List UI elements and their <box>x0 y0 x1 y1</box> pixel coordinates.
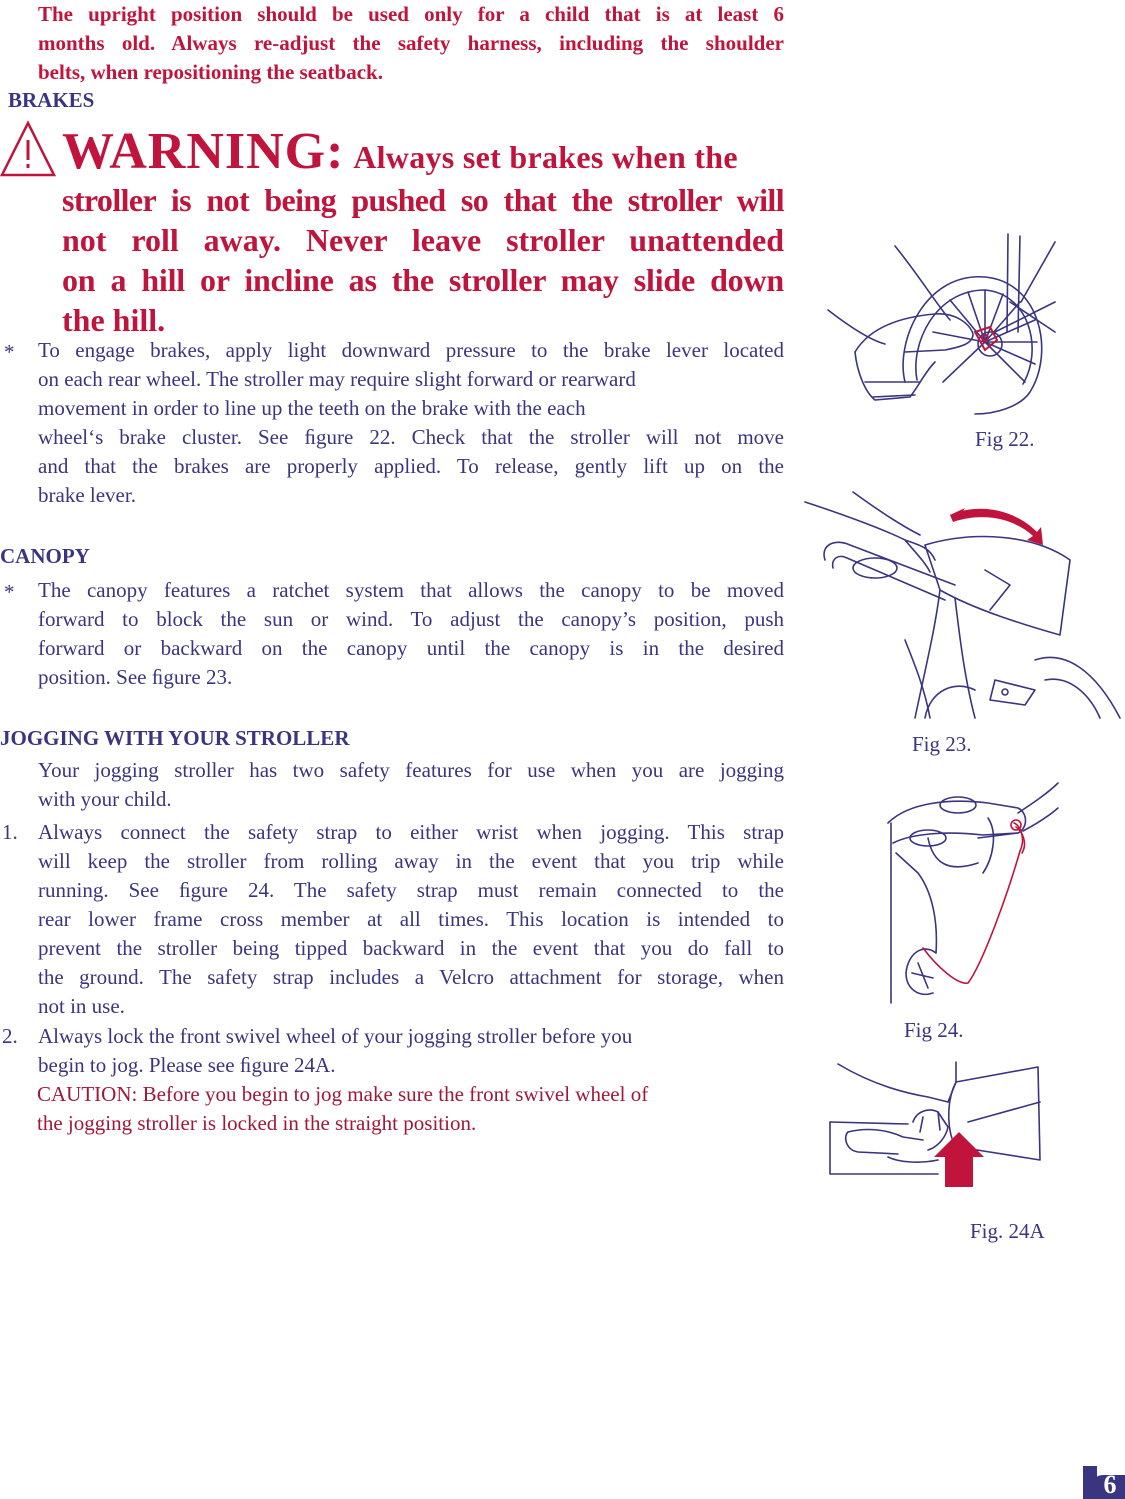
text-line: prevent the stroller being tipped backward in the event that you do fall to <box>38 936 784 960</box>
warning-word: WARNING: <box>62 123 345 180</box>
brakes-bullet: * <box>4 340 15 364</box>
text-line: position. See ﬁgure 23. <box>38 665 233 689</box>
text-line: not in use. <box>38 994 125 1018</box>
warning-text: on a hill or incline as the stroller may slide down <box>62 262 784 298</box>
brakes-text <box>38 336 784 510</box>
text-line: CAUTION: Before you begin to jog make sure the front swivel wheel of <box>37 1082 649 1106</box>
canopy-text <box>38 576 784 692</box>
text-line: will keep the stroller from rolling away in the event that you trip while <box>38 849 784 873</box>
text-line: the ground. The safety strap includes a Velcro attachment for storage, when <box>38 965 784 989</box>
warning-text: the hill. <box>62 302 166 338</box>
canopy-heading: CANOPY <box>0 544 90 568</box>
item2-number: 2. <box>2 1024 18 1048</box>
figure-22-illustration <box>825 232 1055 417</box>
text-line: begin to jog. Please see ﬁgure 24A. <box>38 1053 336 1077</box>
fig-23-caption: Fig 23. <box>912 732 972 756</box>
text-line: Always connect the safety strap to either wrist when jogging. This strap <box>38 820 784 844</box>
text-line: running. See ﬁgure 24. The safety strap must remain connected to the <box>38 878 784 902</box>
warning-text: Always set brakes when the <box>353 139 738 175</box>
warning-text: stroller is not being pushed so that the stroller will <box>62 182 784 218</box>
text-line: Your jogging stroller has two safety features for use when you are jogging <box>38 758 784 782</box>
figure-24a-illustration <box>828 1062 1048 1212</box>
page-number-badge <box>1083 1466 1125 1499</box>
text-line: The canopy features a ratchet system that allows the canopy to be moved <box>38 578 784 602</box>
text-line: movement in order to line up the teeth on the brake with the each <box>38 396 586 420</box>
figure-23-illustration <box>805 490 1120 718</box>
canopy-bullet: * <box>4 580 15 604</box>
brakes-warning <box>62 123 784 340</box>
brakes-heading: BRAKES <box>8 88 95 112</box>
item2-text <box>38 1022 784 1080</box>
item1-text <box>38 818 784 1021</box>
text-line: wheel‘s brake cluster. See ﬁgure 22. Check that the stroller will not move <box>38 425 784 449</box>
text-line: and that the brakes are properly applied. To release, gently lift up on the <box>38 454 784 478</box>
text-line: the jogging stroller is locked in the straight position. <box>37 1111 477 1135</box>
fig-24-caption: Fig 24. <box>904 1018 964 1042</box>
text-line: with your child. <box>38 787 172 811</box>
text-line: forward to block the sun or wind. To adjust the canopy’s position, push <box>38 607 784 631</box>
warning-first-line <box>62 123 784 180</box>
jogging-heading: JOGGING WITH YOUR STROLLER <box>0 726 350 750</box>
text-line: rear lower frame cross member at all times. This location is intended to <box>38 907 784 931</box>
intro-warning-line: The upright position should be used only for a child that is at least 6 <box>38 2 784 26</box>
text-line: brake lever. <box>38 483 136 507</box>
text-line: To engage brakes, apply light downward pressure to the brake lever located <box>38 338 784 362</box>
caution-text <box>37 1080 783 1138</box>
jogging-intro <box>38 756 784 814</box>
warning-triangle-icon <box>0 120 56 178</box>
text-line: on each rear wheel. The stroller may require slight forward or rearward <box>38 367 636 391</box>
text-line: forward or backward on the canopy until the canopy is in the desired <box>38 636 784 660</box>
fig-22-caption: Fig 22. <box>975 427 1035 451</box>
text-line: Always lock the front swivel wheel of your jogging stroller before you <box>38 1024 633 1048</box>
fig-24a-caption: Fig. 24A <box>970 1219 1045 1243</box>
item1-number: 1. <box>2 820 18 844</box>
warning-text: not roll away. Never leave stroller unattended <box>62 222 784 258</box>
figure-24-illustration <box>888 783 1058 1003</box>
page-number: 6 <box>1103 1470 1117 1499</box>
intro-warning-line: belts, when repositioning the seatback. <box>38 60 383 84</box>
intro-warning <box>38 0 784 87</box>
intro-warning-line: months old. Always re-adjust the safety harness, including the shoulder <box>38 31 784 55</box>
